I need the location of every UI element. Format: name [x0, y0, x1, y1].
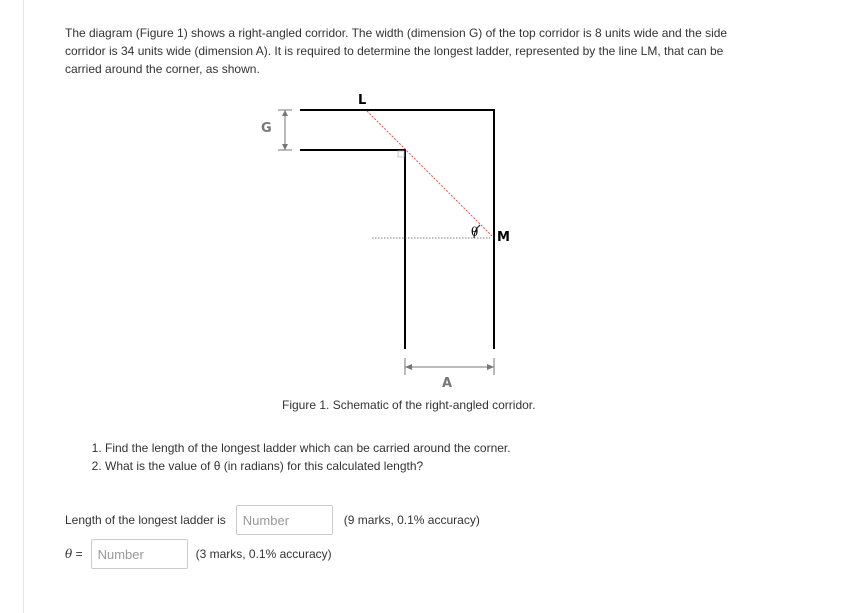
- theta-input[interactable]: [91, 539, 188, 569]
- page-left-border: [23, 0, 24, 613]
- label-g: G: [261, 121, 272, 136]
- theta-marks-note: (3 marks, 0.1% accuracy): [195, 547, 332, 561]
- corridor-figure: [250, 88, 550, 388]
- question-item: 1. Find the length of the longest ladder which can be carried around the corner.: [105, 439, 511, 457]
- ladder-answer-row: [65, 505, 480, 535]
- theta-symbol: θ: [65, 547, 73, 561]
- problem-statement: The diagram (Figure 1) shows a right-angled corridor. The width (dimension G) of the top corridor is 8 units wide and the side corridor is 34 units wide (dimension A). It is required to determine the longest ladder, represented by the line LM, that can be carried around the corner, as shown.: [65, 26, 728, 76]
- label-theta: θ: [471, 225, 479, 239]
- corridor-outer-wall: [300, 110, 494, 349]
- g-dimension-arrow-top: [282, 110, 288, 116]
- label-m: M: [497, 230, 510, 245]
- a-dimension-arrow-right: [487, 364, 494, 370]
- ladder-answer-label: Length of the longest ladder is: [65, 513, 226, 527]
- corridor-inner-wall: [300, 150, 405, 349]
- ladder-marks-note: (9 marks, 0.1% accuracy): [343, 513, 480, 527]
- label-l: L: [358, 93, 367, 108]
- ladder-line-lm: [367, 111, 492, 236]
- theta-equals: =: [72, 547, 83, 561]
- question-list: [88, 439, 511, 475]
- question-item: 2. What is the value of θ (in radians) for this calculated length?: [105, 457, 511, 475]
- corner-marker: [398, 151, 404, 157]
- label-a: A: [442, 376, 453, 388]
- a-dimension-arrow-left: [405, 364, 412, 370]
- ladder-length-input[interactable]: [236, 505, 333, 535]
- figure-caption: Figure 1. Schematic of the right-angled corridor.: [282, 398, 536, 412]
- theta-answer-row: [65, 539, 332, 569]
- g-dimension-arrow-bottom: [282, 144, 288, 150]
